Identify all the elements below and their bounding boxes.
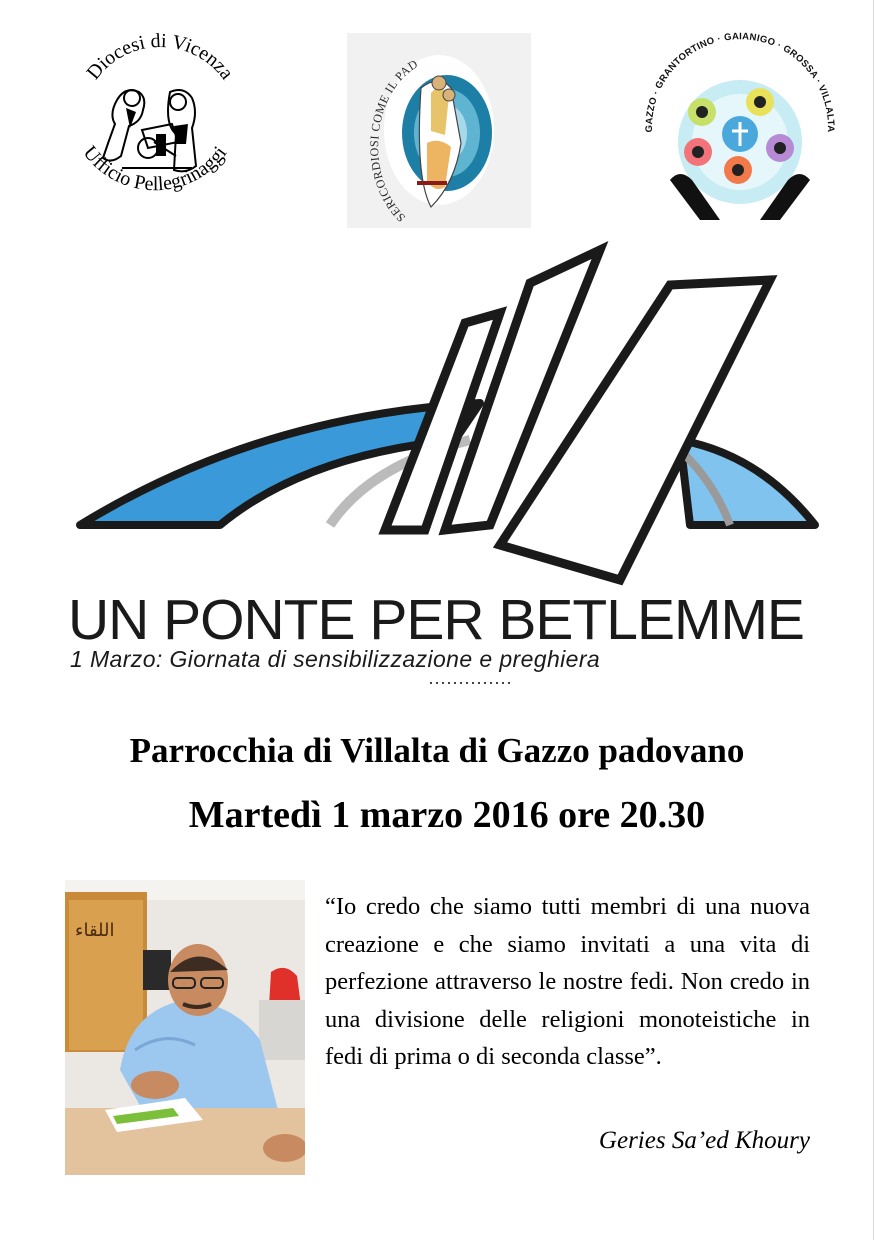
parrocchie-ring-text: GAZZO · GRANTORTINO · GAIANIGO · GROSSA · VILLALTA	[643, 31, 837, 133]
bridge-emblem	[70, 235, 830, 595]
diocesi-title: Diocesi di Vicenza	[82, 30, 238, 84]
diocesi-vicenza-logo	[62, 30, 252, 230]
quote-text: “Io credo che siamo tutti membri di una nuova creazione e che siamo invitati a una vita di perfezione attraverso le nostre fedi. Non credo in una divisione delle religioni monoteistiche in fedi di prima o di seconda classe”.	[325, 893, 810, 1070]
speaker-photo	[65, 880, 305, 1175]
svg-text:Diocesi di Vicenza	[82, 30, 237, 84]
diocesi-office: Ufficio Pellegrinaggi	[78, 141, 232, 196]
giubileo-motto: SERICORDIOSI COME IL PAD	[367, 56, 421, 225]
event-subtitle: 1 Marzo: Giornata di sensibilizzazione e preghiera	[70, 646, 601, 672]
giubileo-misericordia-logo	[347, 33, 531, 228]
venue-heading: Parrocchia di Villalta di Gazzo padovano	[129, 731, 745, 770]
parrocchie-logo	[640, 30, 840, 235]
quote-author: Geries Sa’ed Khoury	[598, 1127, 810, 1154]
event-title: UN PONTE PER BETLEMME	[68, 588, 804, 652]
photo-sign-text: اللقاء	[75, 920, 115, 941]
date-time-heading: Martedì 1 marzo 2016 ore 20.30	[188, 794, 706, 836]
subtitle-overflow-line	[430, 679, 510, 685]
